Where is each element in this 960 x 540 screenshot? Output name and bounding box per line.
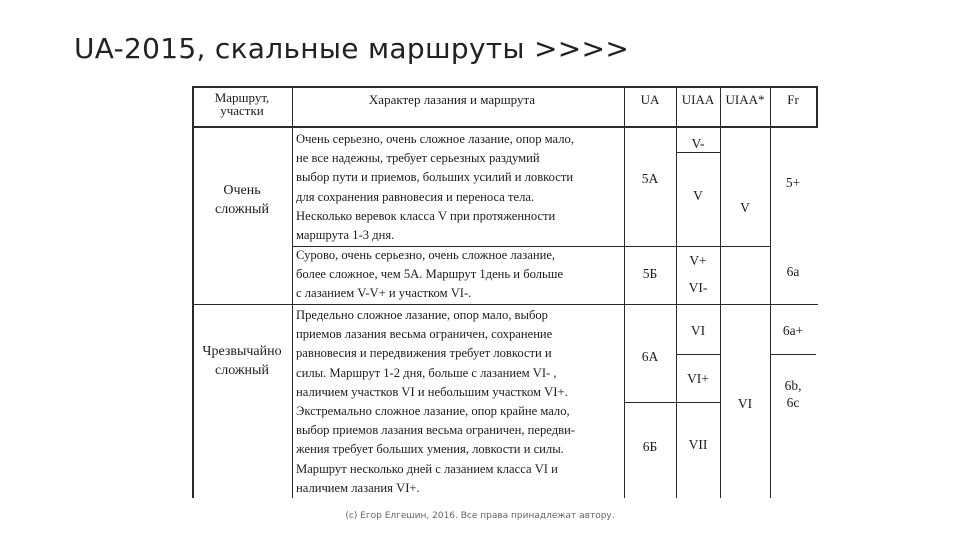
description-6a	[296, 306, 622, 402]
category-extreme-line1: Чрезвычайно	[202, 344, 282, 359]
col-divider-character	[292, 86, 293, 498]
header-uiaa: UIAA	[681, 92, 715, 107]
description-5b	[296, 246, 622, 304]
uiaa-divider-r6	[676, 402, 720, 403]
description-5b-line: с лазанием V-V+ и участком VI-.	[296, 286, 472, 301]
ua-grade-5b: 5Б	[642, 266, 658, 281]
uiaa-star-grade-upper: V	[740, 200, 750, 215]
uiaa-grade-r7: VII	[688, 437, 708, 452]
header-bottom-border	[192, 126, 818, 128]
description-6b-line: наличием лазания VI+.	[296, 480, 420, 495]
table-right-border	[816, 86, 818, 126]
slide-title: UA-2015, скальные маршруты >>>>	[74, 32, 630, 65]
uiaa-divider-r1	[676, 152, 720, 153]
col-divider-ua	[624, 86, 625, 498]
col-divider-uiaa-star	[720, 86, 721, 498]
header-ua: UA	[640, 92, 660, 107]
fr-grade-r3: 6a+	[782, 323, 804, 338]
uiaa-divider-r5	[676, 354, 720, 355]
fr-grade-r4	[770, 377, 816, 411]
category-very-hard	[192, 181, 292, 219]
fr-grade-r4-line2: 6c	[786, 395, 800, 410]
description-6b-line: Маршрут несколько дней с лазанием класса VI и	[296, 461, 558, 476]
category-very-hard-line2: сложный	[215, 202, 269, 217]
header-character: Характер лазания и маршрута	[368, 92, 536, 107]
description-6a-line: Предельно сложное лазание, опор мало, выбор	[296, 308, 548, 322]
description-5a-line: не все надежны, требует серьезных раздумий	[296, 151, 540, 166]
uiaa-grade-r6: VI+	[687, 371, 709, 386]
description-6b	[296, 402, 622, 498]
uiaa-grade-r1: V-	[691, 136, 705, 151]
row-divider-categories	[192, 304, 818, 305]
category-extreme	[192, 342, 292, 380]
uiaa-grade-r4: VI-	[688, 280, 708, 295]
description-6a-line: равновесия и передвижения требует ловкости и	[296, 346, 552, 361]
header-route-line2: участки	[220, 103, 264, 118]
description-5a-line: Несколько веревок класса V при протяженности	[296, 208, 556, 223]
description-6b-line: выбор приемов лазания весьма ограничен, передви-	[296, 423, 575, 438]
description-6a-line: наличием участков VI и небольшим участком VI+.	[296, 384, 568, 399]
description-6b-line: Экстремально сложное лазание, опор крайне мало,	[296, 404, 570, 418]
description-5a	[296, 130, 622, 245]
description-6a-line: силы. Маршрут 1-2 дня, больше с лазанием VI- ,	[296, 365, 557, 380]
category-very-hard-line1: Очень	[223, 183, 261, 198]
ua-grade-6a: 6А	[641, 349, 659, 364]
description-6a-line: приемов лазания весьма ограничен, сохранение	[296, 327, 553, 342]
description-5a-line: маршрута 1-3 дня.	[296, 228, 395, 243]
fr-grade-r4-line1: 6b,	[784, 378, 802, 393]
col-divider-fr	[770, 86, 771, 498]
row-divider-6a-6b	[624, 402, 676, 403]
description-5b-line: Сурово, очень серьезно, очень сложное лазание,	[296, 248, 556, 262]
fr-divider-r3	[770, 354, 816, 355]
fr-grade-r1: 5+	[785, 175, 801, 190]
description-5a-line: выбор пути и приемов, больших усилий и ловкости	[296, 170, 574, 185]
description-6b-line: жения требует больших умения, ловкости и силы.	[296, 442, 564, 457]
uiaa-grade-r5: VI	[690, 323, 706, 338]
header-uiaa-star: UIAA*	[725, 92, 765, 107]
uiaa-grade-r2: V	[693, 188, 703, 203]
fr-grade-r2: 6a	[786, 264, 800, 279]
description-5a-line: Очень серьезно, очень сложное лазание, опор мало,	[296, 132, 574, 146]
description-5b-line: более сложное, чем 5А. Маршрут 1день и больше	[296, 267, 564, 282]
ua-grade-5a: 5А	[641, 171, 659, 186]
table-left-border	[192, 86, 194, 498]
description-5a-line: для сохранения равновесия и переноса тела.	[296, 189, 535, 204]
header-route	[192, 91, 292, 117]
header-route-line1: Маршрут,	[214, 90, 270, 105]
ua-grade-6b: 6Б	[642, 439, 658, 454]
uiaa-grade-r3: V+	[689, 253, 707, 268]
footer-copyright: (c) Егор Елгешин, 2016. Все права принадлежат автору.	[345, 511, 615, 521]
grading-table	[192, 86, 818, 498]
header-fr: Fr	[787, 92, 799, 107]
uiaa-star-grade-lower: VI	[737, 396, 753, 411]
table-top-border	[192, 86, 818, 88]
category-extreme-line2: сложный	[215, 363, 269, 378]
